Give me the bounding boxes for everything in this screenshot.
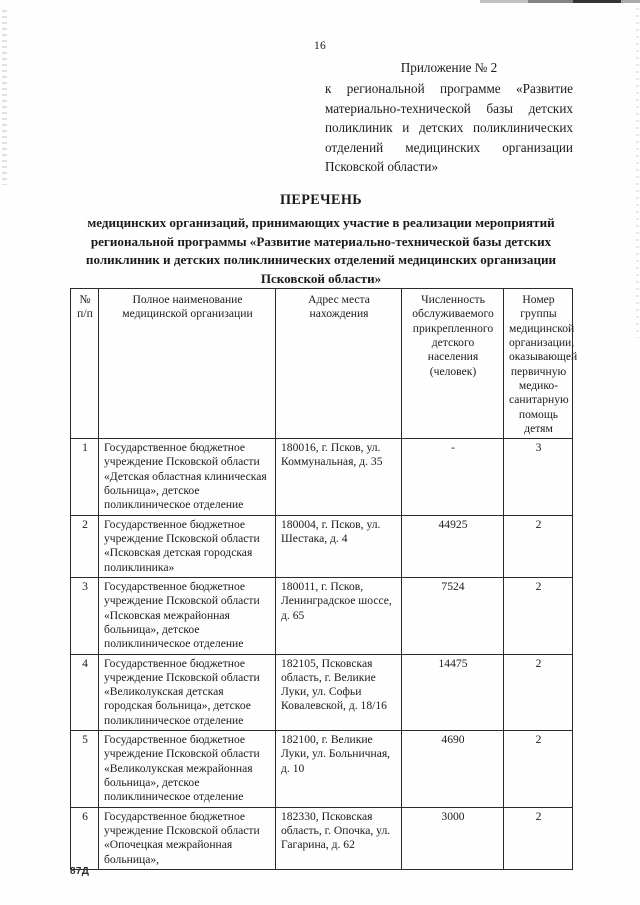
cell-attached-child-population: -: [402, 439, 504, 516]
cell-organization-name: Государственное бюджетное учреждение Псковской области «Псковская детская городская поликлиника»: [99, 515, 276, 577]
scan-artifact-right-edge: [636, 8, 639, 338]
cell-organization-address: 182105, Псковская область, г. Великие Луки, ул. Софьи Ковалевской, д. 18/16: [276, 654, 402, 731]
column-header-group-number: [504, 289, 578, 439]
cell-attached-child-population: 44925: [402, 515, 504, 577]
table-row: [71, 515, 573, 577]
cell-organization-address: 182330, Псковская область, г. Опочка, ул. Гагарина, д. 62: [276, 807, 402, 869]
cell-row-number: 4: [71, 654, 99, 731]
table-header-row: [71, 289, 573, 439]
cell-row-number: 3: [71, 577, 99, 654]
cell-organization-name: Государственное бюджетное учреждение Псковской области «Псковская межрайонная больница», детское поликлиническое отделение: [99, 577, 276, 654]
column-header-population: [402, 289, 504, 439]
cell-organization-group-number: 2: [504, 731, 573, 808]
cell-organization-group-number: 3: [504, 439, 573, 516]
column-header-organization-name: [99, 289, 276, 439]
table-row: [71, 731, 573, 808]
table-row: [71, 807, 573, 869]
table-row: [71, 654, 573, 731]
cell-row-number: 2: [71, 515, 99, 577]
document-heading-block: [70, 192, 572, 288]
scan-artifact-left-edge: [2, 10, 7, 185]
cell-organization-group-number: 2: [504, 515, 573, 577]
cell-organization-group-number: 2: [504, 807, 573, 869]
appendix-title: Приложение № 2: [400, 60, 498, 75]
cell-organization-name: Государственное бюджетное учреждение Псковской области «Детская областная клиническая больница», детское поликлиническое отделение: [99, 439, 276, 516]
cell-row-number: 6: [71, 807, 99, 869]
cell-organization-name: Государственное бюджетное учреждение Псковской области «Великолукская межрайонная больница», детское поликлиническое отделение: [99, 731, 276, 808]
scan-artifact-top-bar: [480, 0, 640, 3]
column-header-group-number-text: Номер группы медицинской организации, оказывающей первичную медико- санитарную помощь детям: [509, 293, 578, 435]
appendix-reference-block: [325, 58, 573, 176]
page-number: 16: [314, 40, 326, 52]
cell-organization-group-number: 2: [504, 577, 573, 654]
cell-organization-address: 182100, г. Великие Луки, ул. Больничная, д. 10: [276, 731, 402, 808]
cell-attached-child-population: 3000: [402, 807, 504, 869]
registry-table: [70, 288, 578, 870]
column-header-address-text: Адрес места нахождения: [308, 293, 370, 321]
cell-attached-child-population: 14475: [402, 654, 504, 731]
cell-organization-group-number: 2: [504, 654, 573, 731]
cell-attached-child-population: 7524: [402, 577, 504, 654]
column-header-number-text: № п/п: [77, 293, 93, 321]
column-header-organization-name-text: Полное наименование медицинской организации: [122, 293, 253, 321]
cell-organization-name: Государственное бюджетное учреждение Псковской области «Опочецкая межрайонная больница»,: [99, 807, 276, 869]
registry-table-wrapper: [70, 288, 578, 870]
cell-organization-address: 180016, г. Псков, ул. Коммунальная, д. 35: [276, 439, 402, 516]
cell-row-number: 5: [71, 731, 99, 808]
page-subtitle: медицинских организаций, принимающих участие в реализации мероприятий региональной программы «Развитие материально-технической базы детских поликлиник и детских поликлинических отделений медицинских организации Псковской области»: [85, 215, 557, 286]
table-body: [71, 439, 573, 870]
table-header: [71, 289, 578, 439]
column-header-number: [71, 289, 99, 439]
footer-document-code: 87Д: [70, 866, 90, 877]
page-title: ПЕРЕЧЕНЬ: [279, 192, 363, 208]
cell-organization-address: 180011, г. Псков, Ленинградское шоссе, д. 65: [276, 577, 402, 654]
column-header-population-text: Численность обслуживаемого прикрепленного детского населения (человек): [412, 293, 494, 378]
table-row: [71, 577, 573, 654]
cell-organization-address: 180004, г. Псков, ул. Шестака, д. 4: [276, 515, 402, 577]
appendix-reference-text: к региональной программе «Развитие материально-технической базы детских поликлиник и детских поликлинических отделений медицинских организации Псковской области»: [325, 81, 573, 175]
cell-row-number: 1: [71, 439, 99, 516]
cell-attached-child-population: 4690: [402, 731, 504, 808]
column-header-address: [276, 289, 402, 439]
table-row: [71, 439, 573, 516]
cell-organization-name: Государственное бюджетное учреждение Псковской области «Великолукская детская городская больница», детское поликлиническое отделение: [99, 654, 276, 731]
